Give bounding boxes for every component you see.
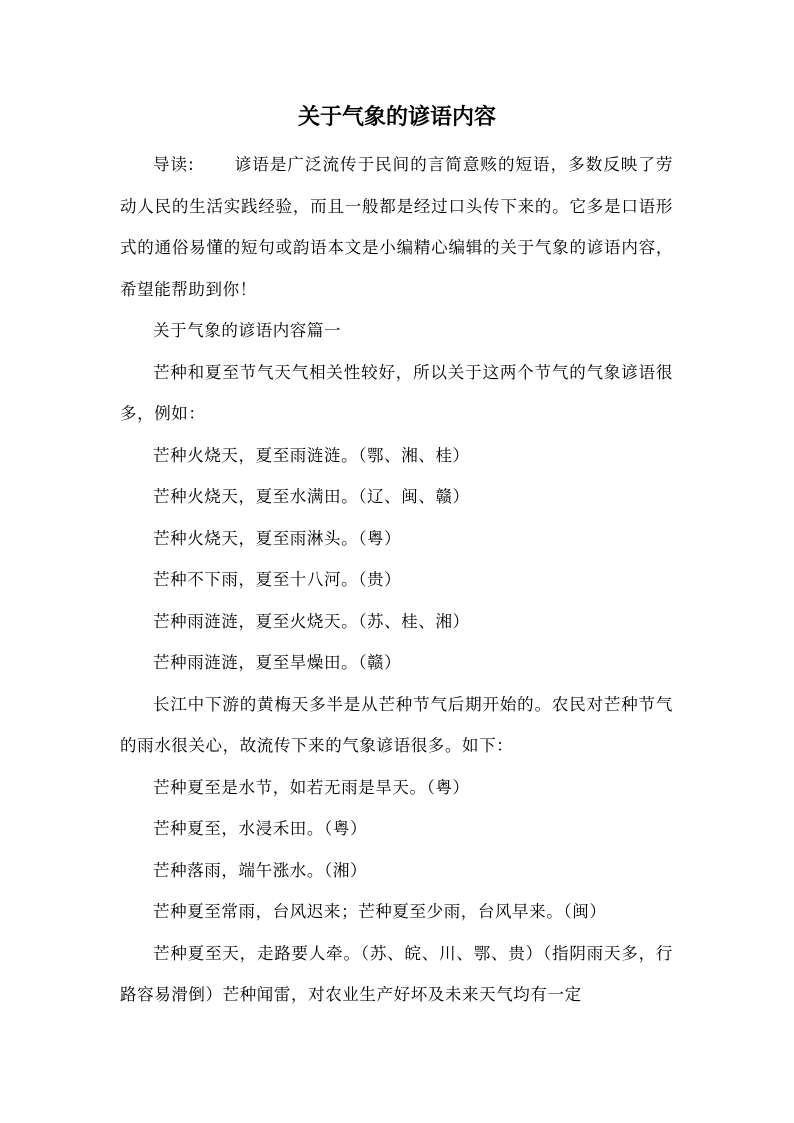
proverb-line: 芒种火烧天，夏至雨淋头。（粤） (153, 528, 402, 548)
intro-label: 导读: (153, 155, 195, 174)
proverb-line: 芒种火烧天，夏至水满田。（辽、闽、赣） (153, 487, 470, 506)
intro-text: 谚语是广泛流传于民间的言简意赅的短语，多数反映了劳动人民的生活实践经验，而且一般都是经过口头传下来的。它多是口语形式的通俗易懂的短句或韵语本文是小编精心编辑的关于气象的谚语内容，希望能帮助到你！ (120, 155, 674, 299)
proverb-line: 芒种不下雨，夏至十八河。（贵） (153, 570, 402, 589)
section-heading: 关于气象的谚语内容篇一 (153, 321, 342, 340)
proverb-line: 芒种落雨，端午涨水。（湘） (153, 860, 368, 880)
proverb-line: 芒种夏至常雨，台风迟来；芒种夏至少雨，台风早来。（闽） (153, 902, 607, 921)
paragraph-3: 芒种夏至天，走路要人牵。（苏、皖、川、鄂、贵）（指阴雨天多，行路容易滑倒）芒种闻雷，对农业生产好坏及未来天气均有一定 (120, 943, 673, 1004)
proverb-line: 芒种夏至是水节，如若无雨是旱天。（粤） (153, 777, 470, 797)
paragraph-2: 长江中下游的黄梅天多半是从芒种节气后期开始的。农民对芒种节气的雨水很关心，故流传下来的气象谚语很多。如下： (120, 694, 673, 755)
intro-paragraph (120, 144, 673, 310)
proverb-line: 芒种雨涟涟，夏至火烧天。（苏、桂、湘） (153, 611, 470, 631)
document-body (120, 144, 673, 1016)
document-title: 关于气象的谚语内容 (297, 104, 496, 130)
proverb-line: 芒种雨涟涟，夏至旱燥田。（赣） (153, 653, 402, 672)
paragraph-1: 芒种和夏至节气天气相关性较好，所以关于这两个节气的气象谚语很多，例如： (120, 362, 673, 423)
proverb-line: 芒种夏至，水浸禾田。（粤） (153, 819, 368, 838)
proverb-line: 芒种火烧天，夏至雨涟涟。（鄂、湘、桂） (153, 445, 470, 465)
